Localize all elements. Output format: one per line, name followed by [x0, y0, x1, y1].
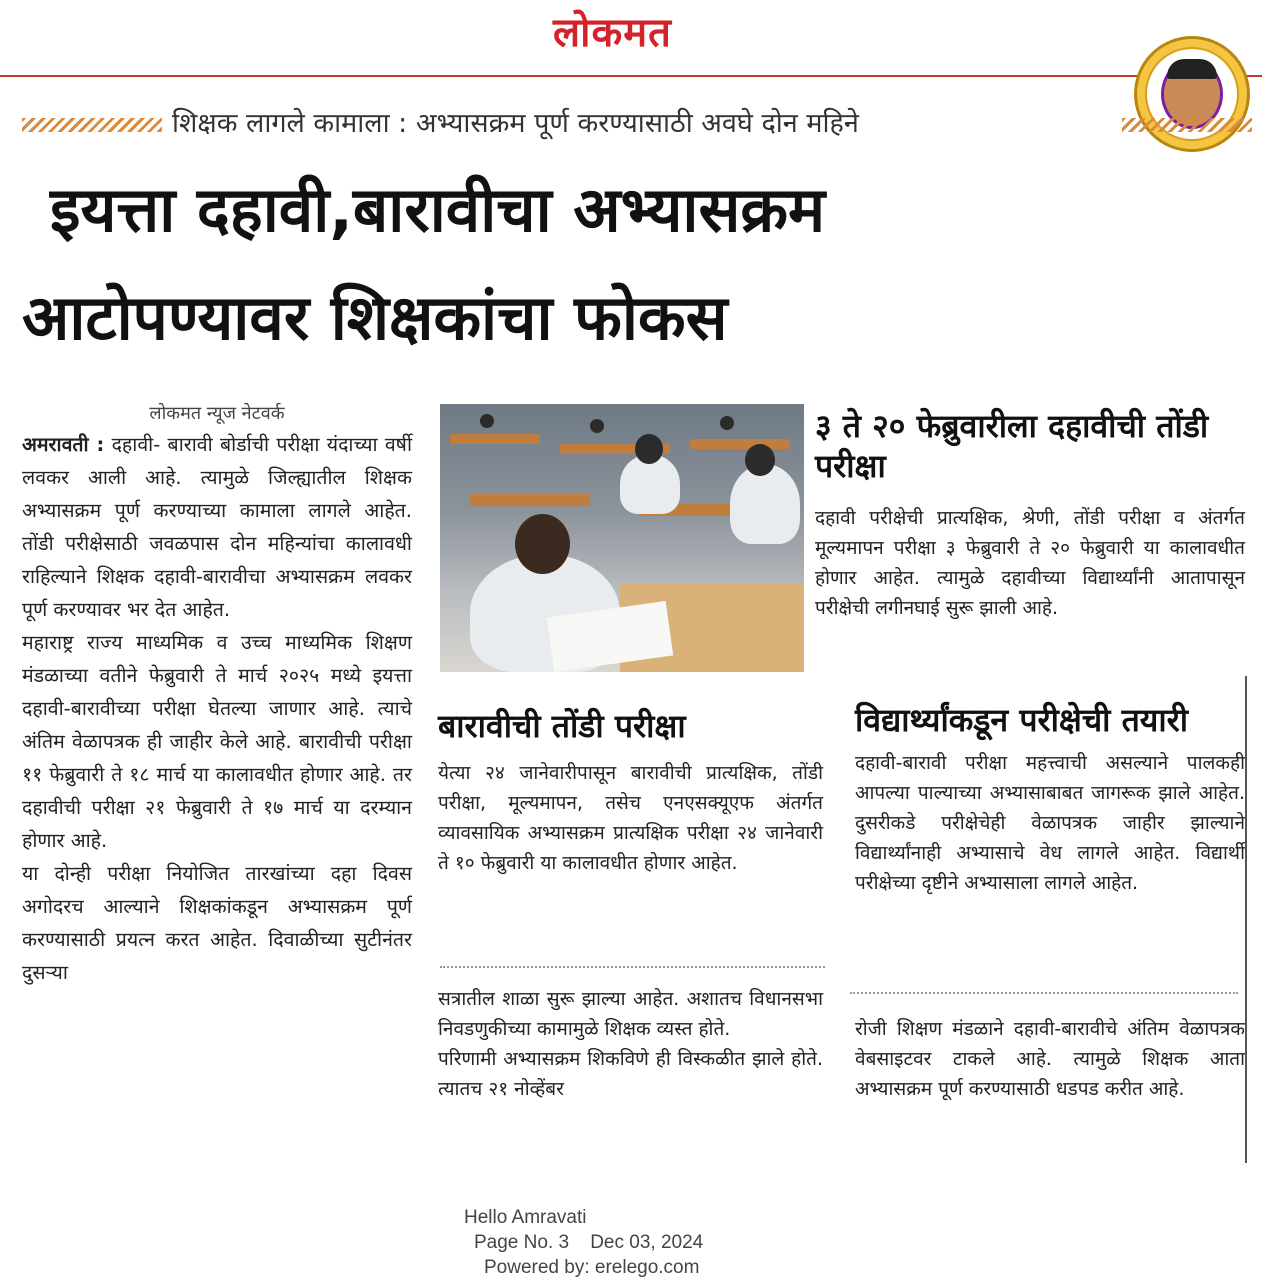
paragraph-3: या दोन्ही परीक्षा नियोजित तारखांच्या दहा दिवस अगोदरच आल्याने शिक्षकांकडून अभ्यासक्रम पूर्ण करण्यासाठी प्रयत्न करत आहेत. दिवाळीच्या सुटीनंतर दुसऱ्या — [22, 862, 412, 984]
footer-page-date — [440, 1230, 770, 1255]
photo-head — [480, 414, 494, 428]
students-prep-title: विद्यार्थ्यांकडून परीक्षेची तयारी — [855, 701, 1189, 739]
students-prep-body: दहावी-बारावी परीक्षा महत्त्वाची असल्याने पालकही आपल्या पाल्याच्या अभ्यासाबाबत जागरूक झाले आहेत. दुसरीकडे परीक्षेचेही वेळापत्रक जाहीर झाल्याने विद्यार्थ्यांनाही अभ्यासाचे वेध लागले आहेत. विद्यार्थी परीक्षेच्या दृष्टीने अभ्यासाला लागले आहेत. — [855, 752, 1245, 894]
twelfth-oral-title: बारावीची तोंडी परीक्षा — [438, 707, 686, 745]
twelfth-oral-body: येत्या २४ जानेवारीपासून बारावीची प्रात्यक्षिक, तोंडी परीक्षा, मूल्यमापन, तसेच एनएसक्यूएफ अंतर्गत व्यावसायिक अभ्यासक्रम प्रात्यक्षिक परीक्षा २४ जानेवारी ते १० फेब्रुवारी या कालावधीत होणार आहेत. — [438, 762, 823, 874]
decorative-hatch-right — [1122, 118, 1252, 132]
footer-source: Hello Amravati — [464, 1207, 587, 1228]
byline: लोकमत न्यूज नेटवर्क — [149, 403, 285, 424]
photo-desk — [690, 439, 790, 449]
paragraph-1-text: दहावी- बारावी बोर्डाची परीक्षा यंदाच्या वर्षी लवकर आली आहे. त्यामुळे जिल्ह्यातील शिक्षक अभ्यासक्रम पूर्ण करण्याच्या कामाला लागले आहेत. तोंडी परीक्षेसाठी जवळपास दोन महिन्यांचा कालावधी राहिल्याने शिक्षक दहावी-बारावीचा अभ्यासक्रम लवकर पूर्ण करण्यावर भर देत आहेत. — [22, 433, 413, 621]
tenth-oral-body: दहावी परीक्षेची प्रात्यक्षिक, श्रेणी, तोंडी परीक्षा व अंतर्गत मूल्यमापन परीक्षा ३ फेब्रुवारी ते २० फेब्रुवारी या कालावधीत होणार आहेत. त्यामुळे दहावीच्या विद्यार्थ्यांनी आतापासून परीक्षेची लगीनघाई सुरू झाली आहे. — [815, 507, 1245, 619]
decorative-hatch-left — [22, 118, 162, 132]
continued-col2-para-2: परिणामी अभ्यासक्रम शिकविणे ही विस्कळीत झाले होते. त्यातच २१ नोव्हेंबर — [438, 1048, 823, 1100]
continued-col2-para-1: सत्रातील शाळा सुरू झाल्या आहेत. अशातच विधानसभा निवडणुकीच्या कामामुळे शिक्षक व्यस्त होते. — [438, 988, 823, 1040]
photo-head — [635, 434, 663, 464]
divider-dotted — [440, 966, 825, 968]
photo-student — [730, 464, 800, 544]
column-rule — [1245, 676, 1247, 1163]
article-body — [22, 428, 412, 989]
divider-dotted — [850, 992, 1238, 994]
epaper-footer — [440, 1205, 770, 1280]
author-photo-hair — [1167, 59, 1217, 79]
headline-line-2: आटोपण्यावर शिक्षकांचा फोकस — [22, 281, 728, 354]
newspaper-logo: लोकमत — [553, 10, 672, 56]
kicker-text: शिक्षक लागले कामाला : अभ्यासक्रम पूर्ण करण्यासाठी अवघे दोन महिने — [172, 108, 859, 139]
article-column-1 — [22, 400, 412, 989]
photo-head-front — [515, 514, 570, 574]
tenth-oral-title: ३ ते २० फेब्रुवारीला दहावीची तोंडी परीक्षा — [815, 407, 1209, 485]
footer-page: Page No. 3 — [474, 1232, 570, 1253]
article-continued-col3: रोजी शिक्षण मंडळाने दहावी-बारावीचे अंतिम वेळापत्रक वेबसाइटवर टाकले आहे. त्यामुळे शिक्षक आता अभ्यासक्रम पूर्ण करण्यासाठी धडपड करीत आहे. — [855, 1018, 1245, 1100]
dateline: अमरावती : — [22, 433, 105, 456]
headline-line-1: इयत्ता दहावी,बारावीचा अभ्यासक्रम — [50, 173, 826, 246]
article-continued-col2 — [438, 984, 823, 1104]
kicker-row — [22, 100, 1262, 148]
photo-desk — [450, 434, 540, 444]
exam-hall-photo — [440, 404, 804, 672]
footer-date: Dec 03, 2024 — [590, 1232, 704, 1253]
photo-desk — [470, 494, 590, 506]
masthead-rule — [0, 75, 1262, 77]
paragraph-1 — [22, 428, 412, 626]
masthead — [0, 0, 1280, 78]
footer-powered[interactable]: Powered by: erelego.com — [484, 1257, 700, 1278]
paragraph-2: महाराष्ट्र राज्य माध्यमिक व उच्च माध्यमिक शिक्षण मंडळाच्या वतीने फेब्रुवारी ते मार्च २०२५ मध्ये इयत्ता दहावी-बारावीच्या परीक्षा घेतल्या जाणार आहे. त्याचे अंतिम वेळापत्रक ही जाहीर केले आहे. बारावीची परीक्षा ११ फेब्रुवारी ते १८ मार्च या कालावधीत होणार आहे. तर दहावीची परीक्षा २१ फेब्रुवारी ते १७ मार्च या दरम्यान होणार आहे. — [22, 631, 412, 852]
photo-head — [720, 416, 734, 430]
photo-head — [590, 419, 604, 433]
photo-head — [745, 444, 775, 476]
